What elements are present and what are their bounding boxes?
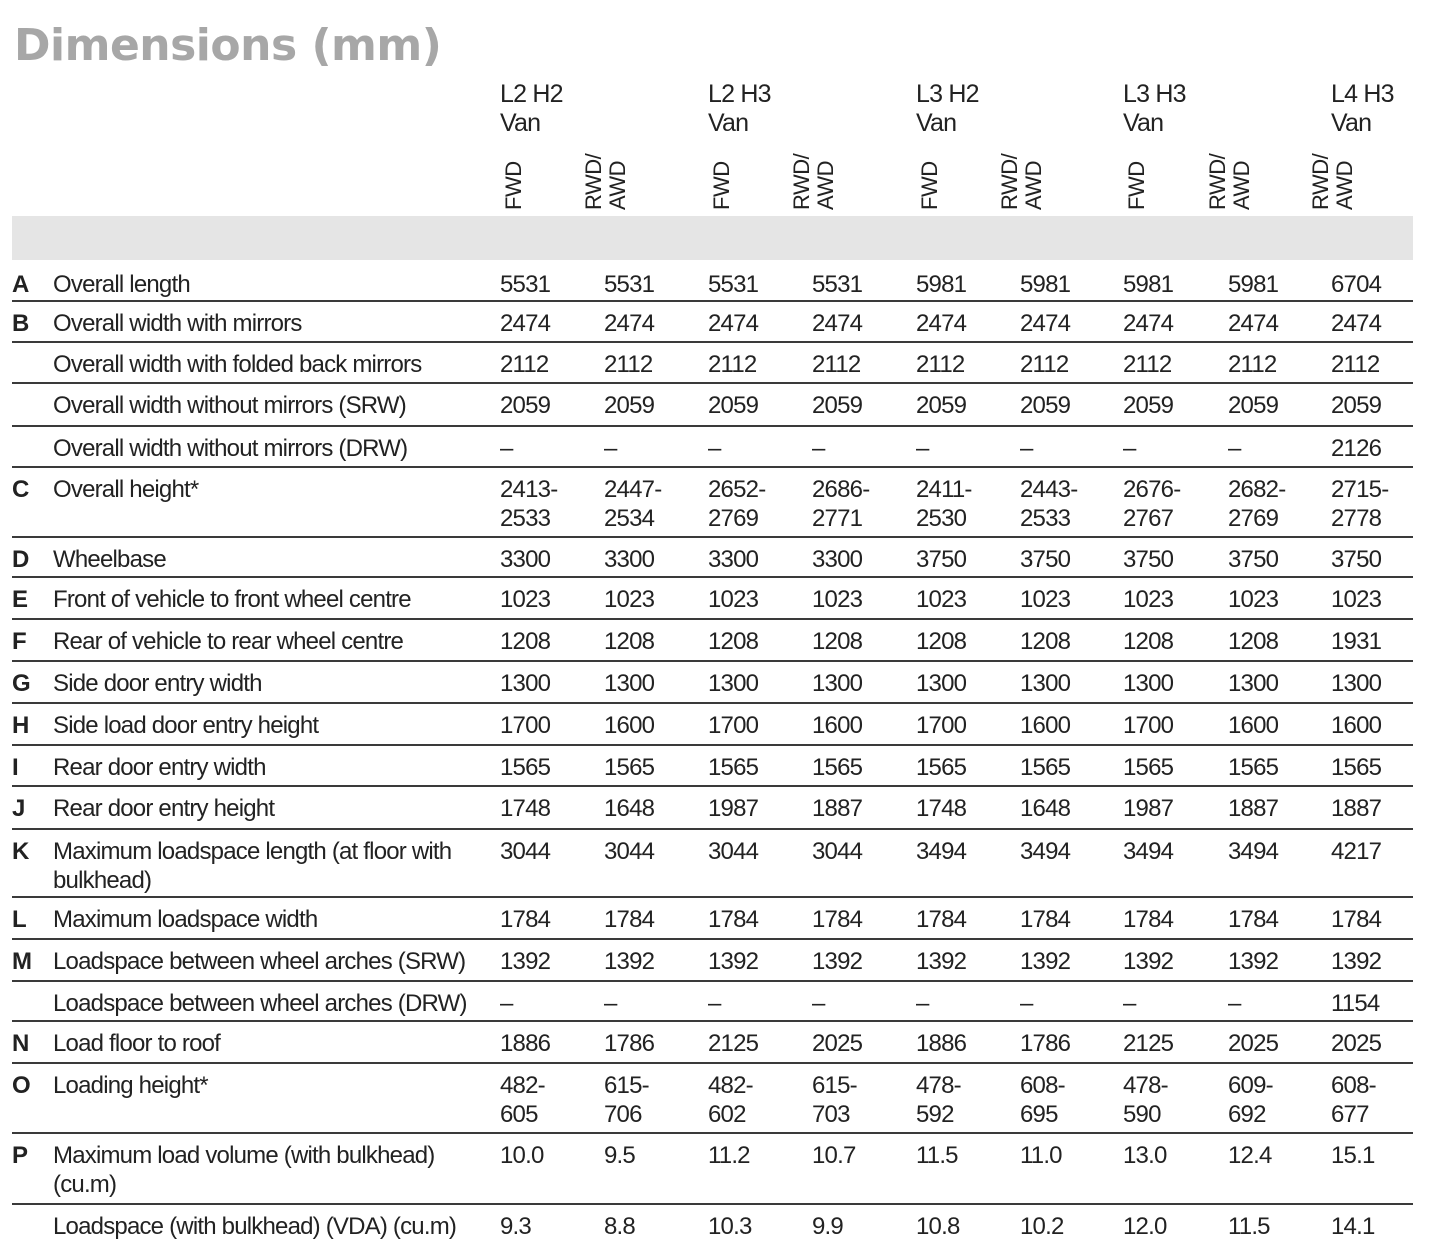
row-label: Loadspace between wheel arches (SRW) [53, 948, 466, 975]
row-value: 1208 [500, 628, 551, 655]
row-value: 1023 [1123, 586, 1174, 613]
row-value: 1392 [604, 948, 655, 975]
row-value: 2682- 2769 [1228, 476, 1286, 532]
table-row [12, 704, 1413, 746]
row-value: 2112 [708, 351, 757, 378]
table-row [12, 1022, 1413, 1064]
row-label: Overall length [53, 271, 190, 298]
row-value: 2447- 2534 [604, 476, 662, 532]
row-value: 1700 [500, 712, 551, 739]
row-value: 6704 [1331, 271, 1382, 298]
row-value: 1784 [1020, 906, 1071, 933]
row-value: 1300 [1331, 670, 1382, 697]
row-value: 5531 [604, 271, 655, 298]
row-value: 2474 [1020, 310, 1071, 337]
row-value: 1208 [1228, 628, 1279, 655]
row-label: Loading height* [53, 1072, 208, 1099]
row-value: 1392 [1123, 948, 1174, 975]
row-value: 3750 [916, 546, 967, 573]
row-label: Rear door entry height [53, 795, 275, 822]
row-value: 2474 [916, 310, 967, 337]
row-value: 2025 [1331, 1030, 1382, 1057]
row-value: 1300 [604, 670, 655, 697]
row-value: 5531 [812, 271, 863, 298]
row-label: Rear door entry width [53, 754, 266, 781]
row-value: 2112 [916, 351, 965, 378]
row-value: 9.3 [500, 1213, 531, 1240]
row-value: 11.5 [1228, 1213, 1270, 1240]
row-value: 3044 [604, 838, 655, 865]
table-row [12, 1205, 1413, 1246]
drive-header [789, 150, 872, 210]
row-value: 1748 [500, 795, 551, 822]
row-value: – [708, 435, 721, 462]
table-row [12, 662, 1413, 704]
row-value: 3044 [708, 838, 759, 865]
row-letter: K [12, 838, 29, 865]
row-value: 1023 [1020, 586, 1071, 613]
row-value: 2059 [708, 392, 759, 419]
row-value: 1208 [708, 628, 759, 655]
row-letter: P [12, 1142, 28, 1169]
row-value: 1023 [500, 586, 551, 613]
row-value: 2059 [1123, 392, 1174, 419]
row-value: 478- 590 [1123, 1072, 1168, 1128]
row-value: 2059 [1228, 392, 1279, 419]
row-letter: A [12, 271, 29, 298]
row-value: 1208 [916, 628, 967, 655]
row-value: 2112 [1123, 351, 1172, 378]
table-row [12, 538, 1413, 578]
row-value: 5981 [1123, 271, 1174, 298]
model-header: L4 H3 Van [1331, 80, 1394, 137]
row-value: 1784 [812, 906, 863, 933]
drive-header-label: FWD [709, 161, 734, 210]
row-value: 2474 [1331, 310, 1382, 337]
row-value: 1565 [1020, 754, 1071, 781]
row-value: 1300 [1228, 670, 1279, 697]
table-row [12, 1134, 1413, 1205]
row-value: – [916, 435, 929, 462]
row-label: Rear of vehicle to rear wheel centre [53, 628, 404, 655]
row-value: 2126 [1331, 435, 1382, 462]
header-band [12, 216, 1413, 260]
row-value: 5531 [500, 271, 551, 298]
row-value: 1600 [812, 712, 863, 739]
row-value: – [604, 990, 617, 1017]
row-value: 3300 [500, 546, 551, 573]
row-value: 1700 [916, 712, 967, 739]
row-value: 1392 [1331, 948, 1382, 975]
row-value: 2474 [500, 310, 551, 337]
row-letter: H [12, 712, 29, 739]
row-value: 10.3 [708, 1213, 752, 1240]
row-value: 2474 [604, 310, 655, 337]
row-value: 3494 [1123, 838, 1174, 865]
row-value: 9.9 [812, 1213, 843, 1240]
row-label: Overall width with folded back mirrors [53, 351, 422, 378]
row-value: 482- 602 [708, 1072, 753, 1128]
row-value: 2474 [708, 310, 759, 337]
row-value: 1300 [500, 670, 551, 697]
row-value: 2125 [1123, 1030, 1174, 1057]
row-value: 3750 [1123, 546, 1174, 573]
table-row [12, 940, 1413, 982]
row-value: 13.0 [1123, 1142, 1167, 1169]
row-value: 14.1 [1331, 1213, 1375, 1240]
row-value: – [1020, 990, 1033, 1017]
row-value: 2025 [812, 1030, 863, 1057]
row-letter: J [12, 795, 25, 822]
drive-header-label: FWD [1124, 161, 1149, 210]
row-value: 2715- 2778 [1331, 476, 1389, 532]
row-value: 3044 [812, 838, 863, 865]
drive-header-label: RWD/ AWD [581, 153, 630, 210]
row-label: Maximum load volume (with bulkhead) (cu.m) [53, 1142, 435, 1198]
drive-header [916, 150, 976, 210]
row-value: 1600 [604, 712, 655, 739]
row-value: 1887 [1228, 795, 1279, 822]
row-label: Overall width with mirrors [53, 310, 302, 337]
row-value: 1987 [708, 795, 759, 822]
row-label: Wheelbase [53, 546, 166, 573]
row-value: 1886 [500, 1030, 551, 1057]
table-row [12, 302, 1413, 343]
row-value: 10.8 [916, 1213, 960, 1240]
row-value: 1565 [500, 754, 551, 781]
row-label: Load floor to roof [53, 1030, 221, 1057]
row-value: 1784 [604, 906, 655, 933]
row-value: 478- 592 [916, 1072, 961, 1128]
row-value: 2474 [1228, 310, 1279, 337]
row-value: 3750 [1331, 546, 1382, 573]
row-label: Side load door entry height [53, 712, 319, 739]
row-value: 1392 [1020, 948, 1071, 975]
row-value: 1300 [916, 670, 967, 697]
row-value: 1208 [604, 628, 655, 655]
row-value: – [708, 990, 721, 1017]
row-value: 2443- 2533 [1020, 476, 1078, 532]
model-header: L3 H3 Van [1123, 80, 1186, 137]
row-value: 1786 [604, 1030, 655, 1057]
row-value: 1154 [1331, 990, 1380, 1017]
row-value: 1648 [1020, 795, 1071, 822]
drive-header-label: RWD/ AWD [1205, 153, 1254, 210]
drive-header [500, 150, 560, 210]
row-value: 3494 [1228, 838, 1279, 865]
row-value: – [500, 990, 513, 1017]
row-label: Maximum loadspace width [53, 906, 318, 933]
row-value: 2413- 2533 [500, 476, 558, 532]
row-value: 1700 [1123, 712, 1174, 739]
row-value: 1392 [812, 948, 863, 975]
row-value: 2676- 2767 [1123, 476, 1181, 532]
row-value: 3300 [812, 546, 863, 573]
row-value: 1786 [1020, 1030, 1071, 1057]
row-value: 12.4 [1228, 1142, 1272, 1169]
drive-header [1123, 150, 1183, 210]
row-value: 2112 [812, 351, 861, 378]
table-row [12, 1064, 1413, 1134]
row-value: – [1020, 435, 1033, 462]
row-letter: D [12, 546, 29, 573]
row-value: 1784 [708, 906, 759, 933]
drive-header-label: RWD/ AWD [1308, 153, 1357, 210]
table-row [12, 578, 1413, 620]
row-value: 2474 [812, 310, 863, 337]
row-value: 1208 [812, 628, 863, 655]
table-row [12, 343, 1413, 384]
table-row [12, 468, 1413, 538]
row-value: 11.2 [708, 1142, 750, 1169]
row-value: 1023 [1228, 586, 1279, 613]
row-value: 1648 [604, 795, 655, 822]
row-value: 615- 703 [812, 1072, 857, 1128]
row-label: Side door entry width [53, 670, 262, 697]
row-value: 4217 [1331, 838, 1382, 865]
row-value: 1784 [916, 906, 967, 933]
row-value: – [604, 435, 617, 462]
row-value: 2686- 2771 [812, 476, 870, 532]
row-value: 3300 [604, 546, 655, 573]
model-header: L2 H2 Van [500, 80, 563, 137]
row-letter: I [12, 754, 18, 781]
row-value: 2025 [1228, 1030, 1279, 1057]
row-value: 2059 [916, 392, 967, 419]
row-value: 1931 [1331, 628, 1382, 655]
row-value: 3750 [1228, 546, 1279, 573]
row-value: 2652- 2769 [708, 476, 766, 532]
row-label: Overall width without mirrors (SRW) [53, 392, 406, 419]
row-value: 11.5 [916, 1142, 958, 1169]
row-value: 2112 [500, 351, 549, 378]
row-value: 1565 [1228, 754, 1279, 781]
row-value: 1023 [708, 586, 759, 613]
drive-header [581, 150, 664, 210]
row-value: 10.7 [812, 1142, 856, 1169]
table-row [12, 746, 1413, 787]
row-value: – [1228, 435, 1241, 462]
row-value: 8.8 [604, 1213, 635, 1240]
row-value: 2112 [604, 351, 653, 378]
table-row [12, 384, 1413, 427]
table-row [12, 787, 1413, 830]
row-value: 2112 [1331, 351, 1380, 378]
row-letter: N [12, 1030, 29, 1057]
row-value: 2059 [500, 392, 551, 419]
row-value: 1300 [1123, 670, 1174, 697]
row-label: Front of vehicle to front wheel centre [53, 586, 411, 613]
table-row [12, 620, 1413, 662]
row-value: 3494 [1020, 838, 1071, 865]
table-row [12, 982, 1413, 1022]
table-row [12, 830, 1413, 898]
row-value: – [916, 990, 929, 1017]
row-value: 1300 [708, 670, 759, 697]
row-value: 482- 605 [500, 1072, 545, 1128]
table-row [12, 427, 1413, 468]
model-header: L3 H2 Van [916, 80, 979, 137]
table-row [12, 898, 1413, 940]
row-value: – [812, 435, 825, 462]
row-value: 609- 692 [1228, 1072, 1273, 1128]
row-value: 1565 [708, 754, 759, 781]
row-value: – [1228, 990, 1241, 1017]
row-value: 11.0 [1020, 1142, 1062, 1169]
row-value: 3044 [500, 838, 551, 865]
row-value: 1784 [1228, 906, 1279, 933]
row-value: 1565 [916, 754, 967, 781]
row-letter: M [12, 948, 32, 975]
row-value: 9.5 [604, 1142, 635, 1169]
drive-header [997, 150, 1080, 210]
row-value: 1784 [1123, 906, 1174, 933]
row-letter: F [12, 628, 26, 655]
row-value: 2112 [1228, 351, 1277, 378]
row-value: 1600 [1331, 712, 1382, 739]
row-letter: B [12, 310, 29, 337]
row-value: 1208 [1123, 628, 1174, 655]
row-value: 3300 [708, 546, 759, 573]
row-label: Maximum loadspace length (at floor with bulkhead) [53, 838, 452, 894]
row-value: – [1123, 990, 1136, 1017]
row-value: – [812, 990, 825, 1017]
row-letter: O [12, 1072, 30, 1099]
row-value: 2059 [1331, 392, 1382, 419]
row-value: 1392 [916, 948, 967, 975]
row-value: 608- 695 [1020, 1072, 1065, 1128]
row-label: Overall width without mirrors (DRW) [53, 435, 408, 462]
drive-header-label: RWD/ AWD [997, 153, 1046, 210]
row-value: 1392 [500, 948, 551, 975]
row-value: 1887 [812, 795, 863, 822]
row-value: 1208 [1020, 628, 1071, 655]
drive-header [1205, 150, 1288, 210]
row-letter: C [12, 476, 29, 503]
row-value: 1748 [916, 795, 967, 822]
row-value: 1887 [1331, 795, 1382, 822]
row-letter: E [12, 586, 28, 613]
row-value: 1700 [708, 712, 759, 739]
row-value: 1392 [1228, 948, 1279, 975]
drive-header-label: RWD/ AWD [789, 153, 838, 210]
row-value: 1023 [1331, 586, 1382, 613]
row-value: 2112 [1020, 351, 1069, 378]
row-value: 608- 677 [1331, 1072, 1376, 1128]
row-value: 1987 [1123, 795, 1174, 822]
row-value: 1023 [916, 586, 967, 613]
row-value: 1886 [916, 1030, 967, 1057]
row-value: 1300 [1020, 670, 1071, 697]
row-value: 2059 [1020, 392, 1071, 419]
drive-header [1308, 150, 1391, 210]
row-value: 3750 [1020, 546, 1071, 573]
model-header: L2 H3 Van [708, 80, 771, 137]
row-value: 1300 [812, 670, 863, 697]
row-value: 10.2 [1020, 1213, 1064, 1240]
row-value: 2059 [812, 392, 863, 419]
row-value: 1023 [604, 586, 655, 613]
row-value: 1565 [604, 754, 655, 781]
row-value: 3494 [916, 838, 967, 865]
row-value: 1565 [812, 754, 863, 781]
row-value: 1023 [812, 586, 863, 613]
drive-header [708, 150, 768, 210]
drive-header-label: FWD [501, 161, 526, 210]
row-value: 1392 [708, 948, 759, 975]
row-value: 1565 [1123, 754, 1174, 781]
row-value: 2125 [708, 1030, 759, 1057]
row-value: 615- 706 [604, 1072, 649, 1128]
row-value: 2411- 2530 [916, 476, 972, 532]
page-title: Dimensions (mm) [14, 20, 442, 71]
row-value: 10.0 [500, 1142, 544, 1169]
row-value: 2059 [604, 392, 655, 419]
row-value: – [1123, 435, 1136, 462]
drive-header-label: FWD [917, 161, 942, 210]
row-value: 1784 [500, 906, 551, 933]
row-value: 1784 [1331, 906, 1382, 933]
row-letter: L [12, 906, 26, 933]
row-value: 2474 [1123, 310, 1174, 337]
row-value: 12.0 [1123, 1213, 1167, 1240]
row-letter: G [12, 670, 30, 697]
row-value: – [500, 435, 513, 462]
row-value: 5531 [708, 271, 759, 298]
row-value: 5981 [916, 271, 967, 298]
row-value: 15.1 [1331, 1142, 1375, 1169]
row-label: Overall height* [53, 476, 199, 503]
row-label: Loadspace between wheel arches (DRW) [53, 990, 467, 1017]
row-value: 5981 [1020, 271, 1071, 298]
row-value: 1565 [1331, 754, 1382, 781]
row-label: Loadspace (with bulkhead) (VDA) (cu.m) [53, 1213, 457, 1240]
table-row [12, 263, 1413, 302]
row-value: 5981 [1228, 271, 1279, 298]
row-value: 1600 [1020, 712, 1071, 739]
row-value: 1600 [1228, 712, 1279, 739]
